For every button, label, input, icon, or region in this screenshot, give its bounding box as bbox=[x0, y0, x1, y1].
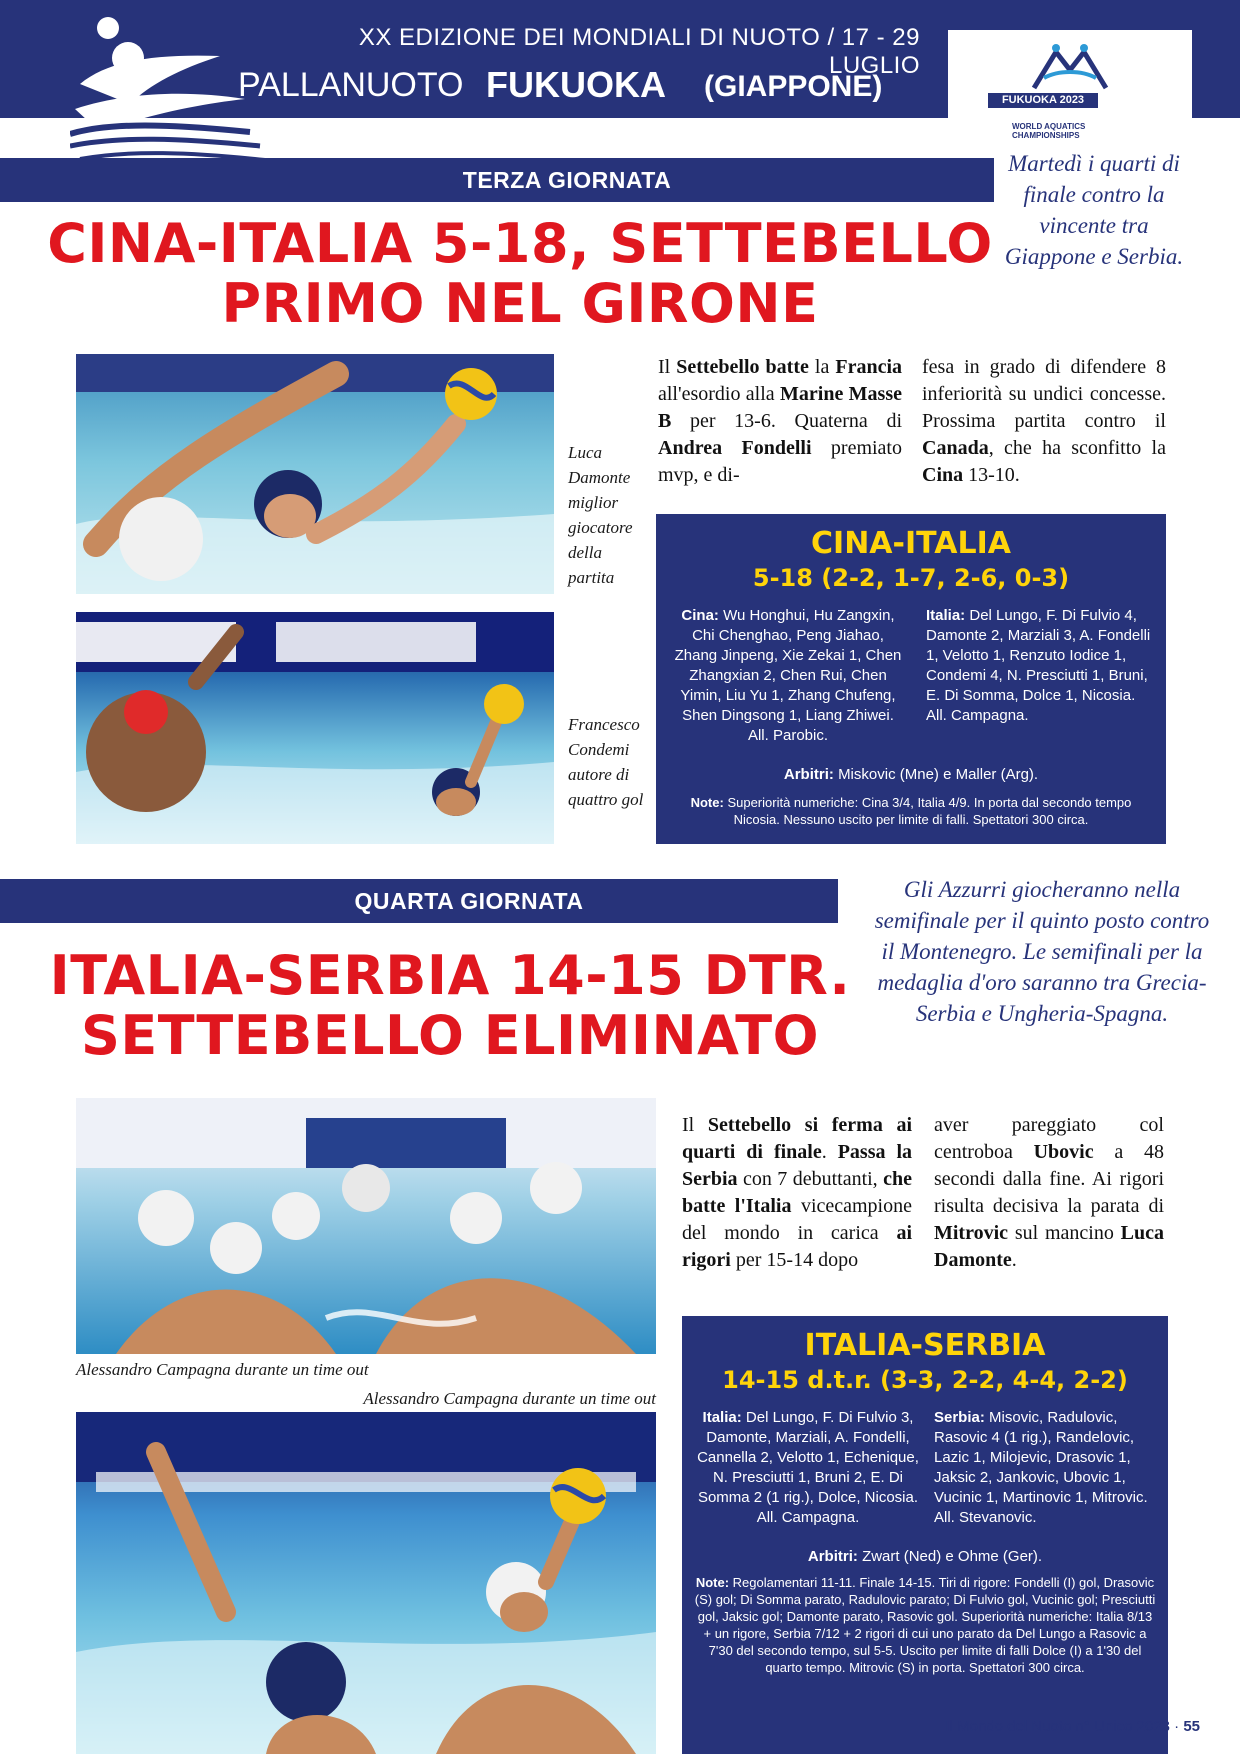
article-text-run: la bbox=[808, 356, 836, 378]
headline-italia-serbia bbox=[20, 946, 880, 1066]
edition-title: XX EDIZIONE DEI MONDIALI DI NUOTO / 17 - 29 LUGLIO bbox=[358, 24, 920, 79]
notes-line bbox=[694, 1574, 1156, 1676]
caption-condemi: Francesco Condemi autore di quattro gol bbox=[568, 715, 644, 809]
team-label: Cina: bbox=[681, 607, 719, 624]
headline-line-2: PRIMO NEL GIRONE bbox=[221, 272, 819, 335]
headline-line-1: ITALIA-SERBIA 14-15 DTR. bbox=[49, 944, 851, 1007]
photo-condemi bbox=[76, 612, 554, 844]
article-text-run: Marine Masse B bbox=[658, 383, 902, 432]
team-italia bbox=[926, 606, 1154, 726]
article-text-run: ai rigori bbox=[682, 1222, 912, 1271]
team-label: Italia: bbox=[702, 1409, 742, 1426]
caption-campagna-1: Alessandro Campagna durante un time out bbox=[76, 1360, 369, 1379]
referees-label: Arbitri: bbox=[807, 1548, 858, 1565]
article-text-run: sul mancino bbox=[1008, 1222, 1121, 1244]
photo-team-celebration bbox=[76, 1098, 656, 1354]
referees-label: Arbitri: bbox=[783, 766, 834, 783]
article-text-run: Cina bbox=[922, 464, 964, 486]
badge-org: WORLD AQUATICS CHAMPIONSHIPS bbox=[1012, 122, 1086, 140]
photo-shot-action bbox=[76, 1412, 656, 1754]
article-text-run: Mitrovic bbox=[934, 1222, 1009, 1244]
article-text-run: . bbox=[821, 1141, 838, 1163]
scorebox-italia-serbia bbox=[682, 1316, 1168, 1754]
article-text-run: premiato mvp, e di- bbox=[658, 437, 902, 486]
page-footer bbox=[900, 1718, 1200, 1735]
headline-line-1: CINA-ITALIA 5-18, SETTEBELLO bbox=[47, 212, 993, 275]
team-label: Italia: bbox=[926, 607, 966, 624]
article-column-2 bbox=[922, 354, 1166, 489]
article-text-run: Luca Damonte bbox=[934, 1222, 1164, 1271]
referees-line bbox=[682, 1548, 1168, 1565]
notes-line bbox=[676, 794, 1146, 828]
country-label: (GIAPPONE) bbox=[704, 70, 883, 103]
article-text-run: per 15-14 dopo bbox=[730, 1249, 859, 1271]
article-text-run: aver pareggiato col centroboa bbox=[934, 1114, 1164, 1163]
world-aquatics-logo-icon bbox=[948, 30, 1192, 100]
referees-line bbox=[656, 766, 1166, 783]
article-text-run: , che ha sconfitto la bbox=[988, 437, 1166, 459]
headline-line-2: SETTEBELLO ELIMINATO bbox=[81, 1004, 819, 1067]
team-players: Wu Honghui, Hu Zangxin, Chi Chenghao, Peng Jiahao, Zhang Jinpeng, Xie Zekai 1, Chen Zhangxian 2, Chen Rui, Chen Yimin, Liu Yu 1, Zhang Chufeng, Shen Dingsong 1, Liang Zhiwei. All. Parobic. bbox=[674, 607, 902, 744]
article-text-run: 13-10. bbox=[963, 464, 1020, 486]
section-bar-quarta-giornata: QUARTA GIORNATA bbox=[0, 879, 838, 923]
team-italia bbox=[696, 1408, 920, 1528]
article-text-run: all'esordio alla bbox=[658, 383, 781, 405]
scorebox-score: 5-18 (2-2, 1-7, 2-6, 0-3) bbox=[752, 564, 1070, 592]
article-text-run: . bbox=[1011, 1249, 1017, 1271]
article-text-run: che batte l'Italia bbox=[682, 1168, 912, 1217]
article-text-run: a 48 secondi dalla fine. Ai rigori risulta decisiva la parata di bbox=[934, 1141, 1164, 1217]
scorebox-title: CINA-ITALIA bbox=[811, 526, 1011, 561]
article-text-run: vicecampione del mondo in carica bbox=[682, 1195, 912, 1244]
discipline-label: PALLANUOTO bbox=[238, 66, 464, 104]
section-bar-terza-giornata: TERZA GIORNATA bbox=[0, 158, 994, 202]
article-text-run: Settebello si ferma ai quarti di finale bbox=[682, 1114, 912, 1163]
referees-text: Miskovic (Mne) e Maller (Arg). bbox=[838, 766, 1039, 783]
article-text-run: per 13-6. Quaterna di bbox=[671, 410, 902, 432]
article-text-run: Ubovic bbox=[1033, 1141, 1094, 1163]
photo-damonte bbox=[76, 354, 554, 594]
headline-cina-italia bbox=[20, 214, 1020, 334]
article-text-run: Il bbox=[682, 1114, 708, 1136]
article-text-run: fesa in grado di difendere 8 inferiorità su undici concesse. Prossima partita contro il bbox=[922, 356, 1166, 432]
team-players: Del Lungo, F. Di Fulvio 3, Damonte, Marziali, A. Fondelli, Cannella 2, Velotto 1, Echenique, N. Presciutti 1, Bruni 2, E. Di Somma 2 (1 rig.), Dolce, Nicosia. All. Campagna. bbox=[697, 1409, 919, 1526]
team-players: Misovic, Radulovic, Rasovic 4 (1 rig.), Randelovic, Lazic 1, Milojevic, Drasovic 1, Jaksic 2, Jankovic, Ubovic 1, Vucinic 1, Martinovic 1, Mitrovic. All. Stevanovic. bbox=[934, 1409, 1148, 1526]
side-note-quarterfinal: Martedì i quarti di finale contro la vincente tra Giappone e Serbia. bbox=[1004, 151, 1184, 269]
article-column-1 bbox=[658, 354, 902, 489]
notes-text: Superiorità numeriche: Cina 3/4, Italia 4/9. In porta dal secondo tempo Nicosia. Nessuno uscito per limite di falli. Spettatori 300 circa. bbox=[727, 795, 1132, 827]
article-column-3 bbox=[682, 1112, 912, 1274]
team-label: Serbia: bbox=[934, 1409, 985, 1426]
badge-year: FUKUOKA 2023 bbox=[988, 93, 1098, 108]
article-text-run: Il bbox=[658, 356, 677, 378]
article-text-run: Francia bbox=[835, 356, 903, 378]
article-text-run: Andrea Fondelli bbox=[658, 437, 812, 459]
scorebox-score: 14-15 d.t.r. (3-3, 2-2, 4-4, 2-2) bbox=[722, 1366, 1128, 1394]
team-players: Del Lungo, F. Di Fulvio 4, Damonte 2, Marziali 3, A. Fondelli 1, Velotto 1, Renzuto Iodice 1, Condemi 4, N. Presciutti 1, Bruni, E. Di Somma, Dolce 1, Nicosia. All. Campagna. bbox=[926, 607, 1151, 724]
caption-campagna-2: Alessandro Campagna durante un time out bbox=[363, 1389, 656, 1408]
article-text-run: Canada bbox=[922, 437, 989, 459]
article-text-run: Settebello batte bbox=[676, 356, 809, 378]
article-text-run: Passa la Serbia bbox=[682, 1141, 913, 1190]
scorebox-cina-italia bbox=[656, 514, 1166, 844]
city-label: FUKUOKA bbox=[486, 64, 666, 105]
referees-text: Zwart (Ned) e Ohme (Ger). bbox=[862, 1548, 1043, 1565]
page-number: 55 bbox=[1183, 1718, 1200, 1735]
article-column-4 bbox=[934, 1112, 1164, 1274]
article-text-run: con 7 debuttanti, bbox=[737, 1168, 884, 1190]
team-cina bbox=[672, 606, 904, 746]
scorebox-title: ITALIA-SERBIA bbox=[804, 1328, 1046, 1363]
notes-label: Note: bbox=[690, 795, 724, 810]
caption-damonte: Luca Damonte miglior giocatore della partita bbox=[568, 443, 633, 587]
notes-text: Regolamentari 11-11. Finale 14-15. Tiri di rigore: Fondelli (I) gol, Drasovic (S) gol; Di Somma parato, Radulovic parato; Di Fulvio gol, Vucinic gol; Presciutti gol, Jaksic gol; Damonte parato, Rasovic gol. Superiorità numeriche: Italia 8/13 + un rigore, Serbia 7/12 + 2 rigori di cui uno parato da Del Lungo a Rasovic a 7'30 del secondo tempo, sul 5-5. Uscito per limite di falli Dolce (I) a 1'30 del quarto tempo. Mitrovic (S) in porta. Spettatori 300 circa. bbox=[694, 1575, 1156, 1675]
team-serbia bbox=[934, 1408, 1160, 1528]
side-note-semifinal: Gli Azzurri giocheranno nella semifinale per il quinto posto contro il Montenegro. Le semifinali per la medaglia d'oro saranno tra Grecia-Serbia e Ungheria-Spagna. bbox=[874, 877, 1210, 1026]
notes-label: Note: bbox=[695, 1575, 730, 1590]
publication-name: Il Mondo del Nuoto n° Unico 2023 · bbox=[945, 1718, 1180, 1735]
